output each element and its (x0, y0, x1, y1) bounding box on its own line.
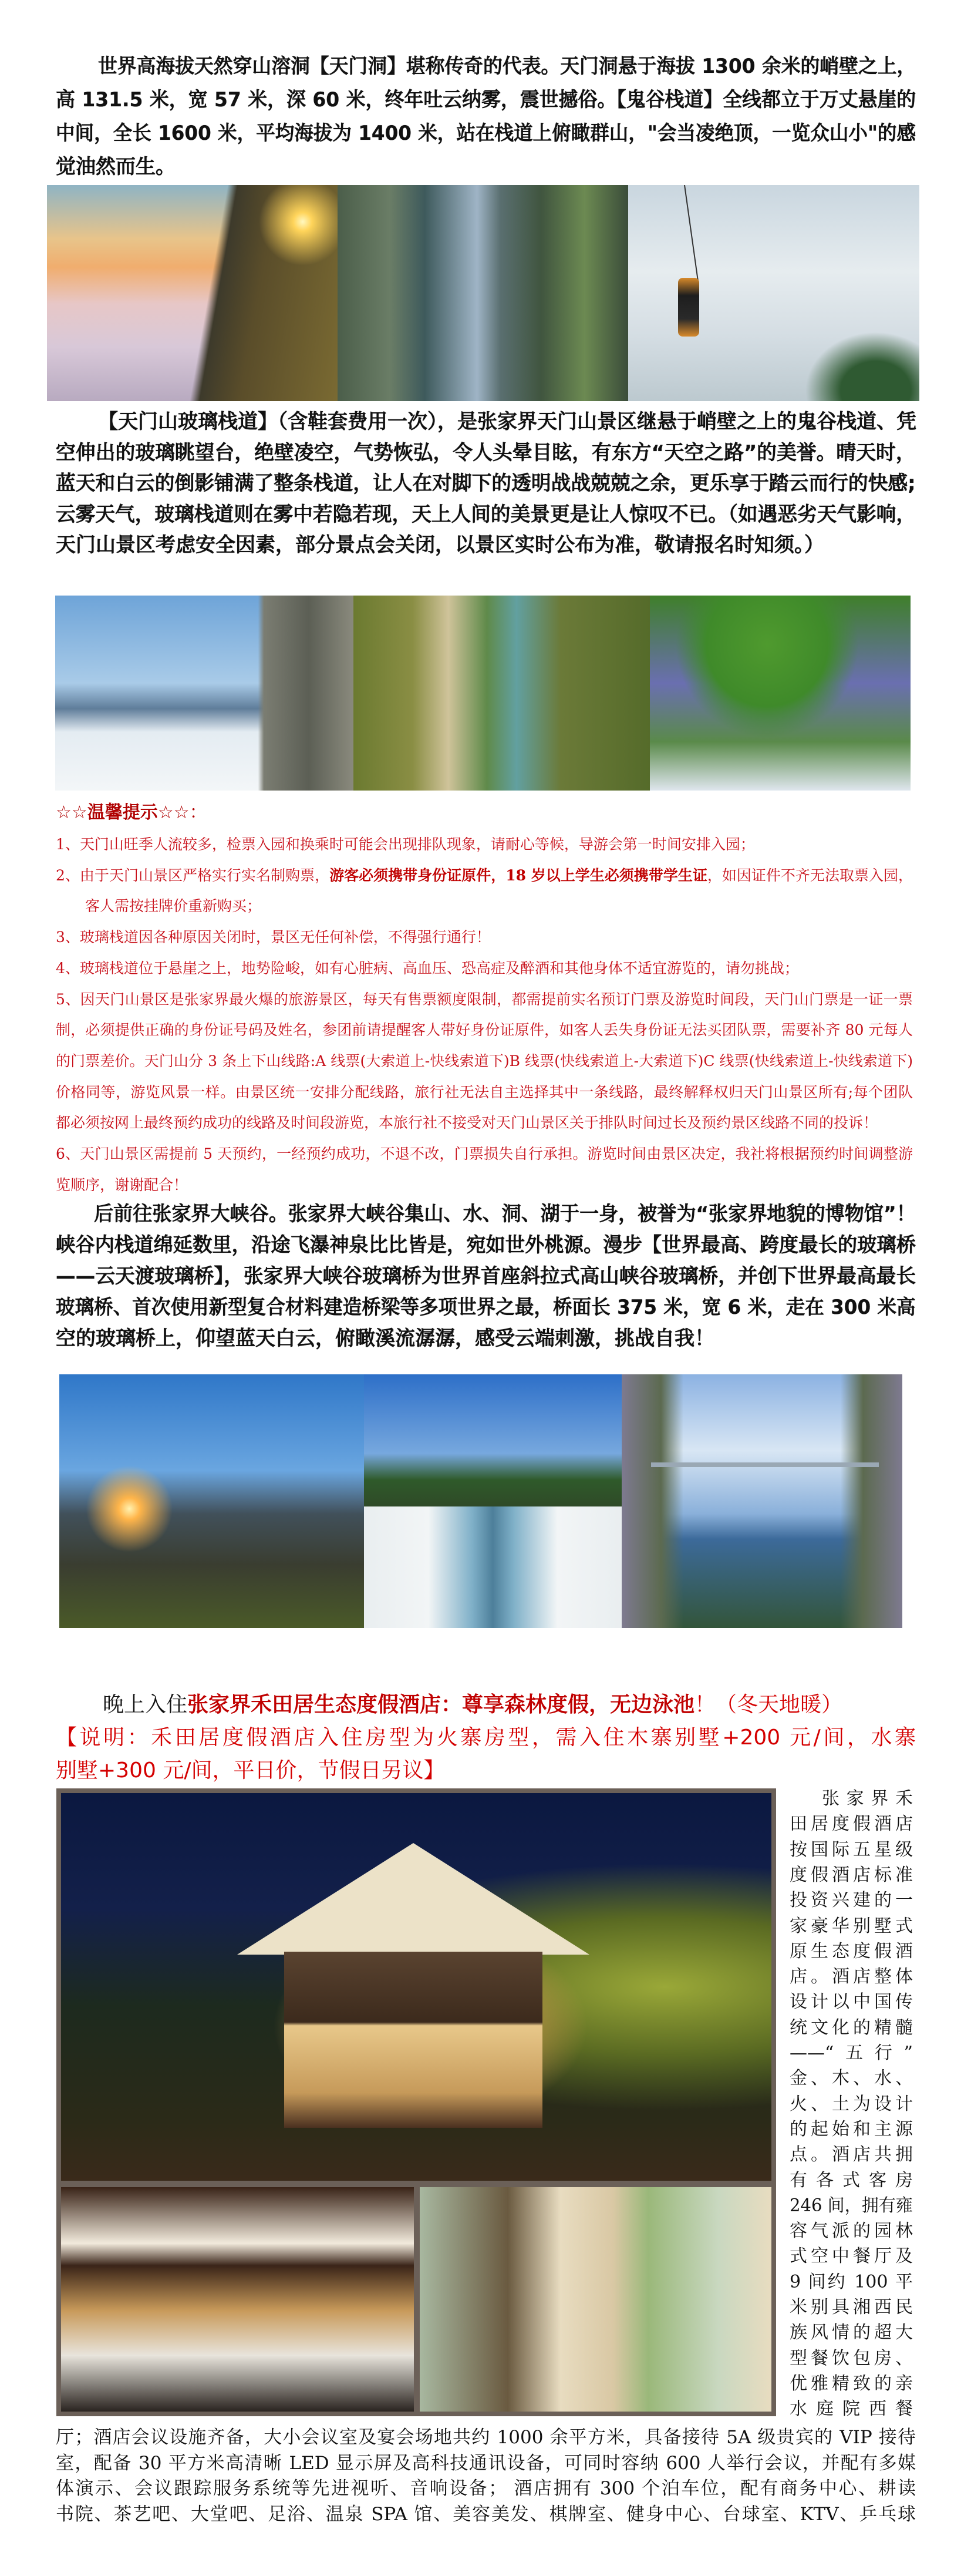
hotel-description-line: 族风情的超大 (790, 2322, 913, 2343)
text-segment: 别墅+300 元/间，平日价，节假日另议】 (56, 1758, 445, 1783)
hotel-description-line: 室，配备 30 平方米高清晰 LED 显示屏及高科技通讯设备，可同时容纳 600 人举行会议，并配有多媒 (56, 2452, 916, 2474)
text-segment: 览顺序，谢谢配合！ (56, 1176, 188, 1193)
hotel-description-line: 点。酒店共拥 (790, 2144, 913, 2165)
tip-line (56, 958, 913, 979)
photo-glass-bridge-deck (364, 1374, 622, 1628)
hotel-description-line: 设计以中国传 (790, 1992, 913, 2013)
hotel-description-line: 水庭院西餐 (790, 2399, 913, 2420)
photo-skywalk-aerial-view (650, 596, 911, 791)
tip-line (56, 1082, 913, 1103)
tip-line (56, 1144, 913, 1165)
hotel-description-line: 的起始和主源 (790, 2118, 913, 2140)
text-segment: （含鞋套费用一次），是张家界天门山景区继悬于峭壁之上的鬼谷栈道、凭 (278, 410, 916, 433)
hotel-description-line: 张家界禾 (822, 1788, 913, 1809)
tip-line (56, 865, 913, 886)
hotel-description-line: 容气派的园林 (790, 2221, 913, 2242)
hotel-description-line: 优雅精致的亲 (790, 2373, 913, 2394)
hotel-description-line: 店。酒店整体 (790, 1966, 913, 1988)
glass-skywalk-line (56, 501, 916, 528)
star-icon: ☆☆ (56, 802, 87, 823)
text-segment: 后前往张家界大峡谷。张家界大峡谷集山、水、洞、湖于一身，被誉为“张家界地貌的博物馆”！ (94, 1202, 916, 1226)
tips-heading (56, 801, 207, 825)
text-segment: 【天门山玻璃栈道】 (98, 410, 278, 433)
grand-canyon-line (56, 1263, 916, 1290)
text-segment: 【鬼谷栈道】 (616, 88, 723, 112)
photo-glass-skywalk-cliff (55, 596, 353, 791)
grand-canyon-line (56, 1294, 916, 1321)
tips-title: 温馨提示 (87, 802, 158, 823)
photo-glass-bridge-sunset (59, 1374, 364, 1628)
text-segment: 高 131.5 米，宽 57 米，深 60 米，终年吐云纳雾，震世撼俗。 (56, 88, 617, 112)
grand-canyon-line (94, 1200, 916, 1228)
photo-cable-car (628, 185, 919, 401)
photo-hotel-villa-night (61, 1793, 771, 2181)
text-segment: 制，必须提供正确的身份证号码及姓名，参团前请提醒客人带好身份证原件，如客人丢失身份证无法买团队票，需要补齐 80 元每人 (56, 1021, 913, 1039)
hotel-description-line: 体演示、会议跟踪服务系统等先进视听、音响设备； 酒店拥有 300 个泊车位，配有商务中心、耕读 (56, 2478, 916, 2499)
text-segment: 价格同等，游览风景一样。由景区统一安排分配线路，旅行社无法自主选择其中一条线路，最终解释权归天门山景区所有;每个团队 (56, 1083, 913, 1101)
glass-skywalk-line (56, 470, 916, 497)
tip-line (56, 834, 913, 855)
glass-skywalk-line (56, 532, 916, 559)
hotel-heading-line (103, 1690, 916, 1720)
tip-line (56, 1175, 913, 1196)
hotel-description-line: 按国际五星级 (790, 1839, 913, 1860)
tip-line (85, 896, 913, 917)
tip-line (56, 1020, 913, 1041)
intro-tianmen-cave-line (56, 153, 916, 180)
grand-canyon-line (56, 1232, 916, 1259)
hotel-description-line: 型餐饮包房、 (790, 2348, 913, 2369)
text-segment: 3、玻璃栈道因各种原因关闭时，景区无任何补偿，不得强行通行！ (56, 929, 491, 946)
text-segment: ，张家界大峡谷玻璃桥为世界首座斜拉式高山峡谷玻璃桥，并创下世界最高最长 (224, 1265, 916, 1288)
text-segment: 客人需按挂牌价重新购买； (85, 897, 262, 915)
hotel-description-line: 书院、茶艺吧、大堂吧、足浴、温泉 SPA 馆、美容美发、棋牌室、健身中心、台球室、KTV、乒乓球 (56, 2503, 916, 2525)
text-segment: 空伸出的玻璃眺望台，绝壁凌空，气势恢弘，令人头晕目眩，有东方“天空之路”的美誉。晴天时， (56, 440, 916, 465)
photo-hotel-bathtub (420, 2187, 771, 2412)
hotel-description-line: 有各式客房 (790, 2170, 913, 2191)
glass-skywalk-line (98, 408, 916, 435)
tip-line (56, 927, 913, 948)
text-segment: ——云天渡玻璃桥】 (56, 1265, 224, 1288)
text-segment: 晚上入住 (103, 1693, 188, 1717)
text-segment: 游客必须携带身份证原件，18 岁以上学生必须携带学生证 (329, 866, 707, 884)
text-segment: 峡谷内栈道绵延数里，沿途飞瀑神泉比比皆是，宛如世外桃源。漫步 (56, 1233, 642, 1257)
photo-glass-bridge-canyon (622, 1374, 902, 1628)
hotel-description-line: 田居度假酒店 (790, 1814, 913, 1835)
text-segment: 5、因天门山景区是张家界最火爆的旅游景区，每天有售票额度限制，都需提前实名预订门票及游览时间段，天门山门票是一证一票 (56, 990, 913, 1008)
text-segment: 【世界最高、跨度最长的玻璃桥 (642, 1233, 916, 1257)
text-segment: 2、由于天门山景区严格实行实名制购票， (56, 866, 330, 884)
hotel-description-line: 原生态度假酒 (790, 1941, 913, 1962)
star-icon: ☆☆： (157, 802, 207, 823)
tip-line (56, 1112, 913, 1134)
text-segment: 的门票差价。天门山分 3 条上下山线路:A 线票(大索道上-快线索道下)B 线票(快线索道上-大索道下)C 线票(快线索道上-快线索道下) (56, 1052, 913, 1070)
hotel-description-line: 家豪华别墅式 (790, 1915, 913, 1936)
text-segment: 6、天门山景区需提前 5 天预约，一经预约成功，不退不改，门票损失自行承担。游览时间由景区决定，我社将根据预约时间调整游 (56, 1145, 913, 1162)
hotel-heading-line (56, 1723, 916, 1753)
hotel-description-line: 金、木、水、 (790, 2068, 913, 2089)
hotel-description-line: 9 间约 100 平 (790, 2271, 913, 2292)
tip-line (56, 989, 913, 1010)
tip-line (56, 1051, 913, 1072)
photo-tianmen-cave-cliffs (338, 185, 628, 401)
text-segment: ，如因证件不齐无法取票入园， (707, 866, 913, 884)
hotel-description-line: 米别具湘西民 (790, 2297, 913, 2318)
text-segment: 天门山景区考虑安全因素，部分景点会关闭，以景区实时公布为准，敬请报名时知须。） (56, 533, 824, 557)
text-segment: 都必须按网上最终预约成功的线路及时间段游览，本旅行社不接受对天门山景区关于排队时间过长及预约景区线路不同的投诉！ (56, 1114, 878, 1132)
hotel-heading-line (56, 1756, 916, 1785)
text-segment: 玻璃桥、首次使用新型复合材料建造桥梁等多项世界之最，桥面长 375 米，宽 6 米，走在 300 米高 (56, 1296, 916, 1319)
grand-canyon-line (56, 1325, 916, 1352)
text-segment: 觉油然而生。 (56, 155, 176, 179)
hotel-description-line: 火、土为设计 (790, 2093, 913, 2114)
hotel-description-line: 统文化的精髓 (790, 2017, 913, 2038)
photo-glass-skywalk-tourists (353, 596, 650, 791)
text-segment: 张家界禾田居生态度假酒店：尊享森林度假，无边泳池 (187, 1693, 695, 1717)
text-segment: 中间，全长 1600 米，平均海拔为 1400 米，站在栈道上俯瞰群山，"会当凌绝顶，一览众山小"的感 (56, 122, 916, 145)
text-segment: ！（冬天地暖） (694, 1693, 843, 1717)
text-segment: 蓝天和白云的倒影铺满了整条栈道，让人在对脚下的透明战战兢兢之余，更乐享于踏云而行的快感; (56, 472, 916, 495)
text-segment: 堪称传奇的代表。天门洞悬于海拔 1300 余米的峭壁之上， (406, 55, 916, 78)
hotel-photo-collage (56, 1788, 776, 2416)
intro-tianmen-cave-line (56, 120, 916, 147)
hotel-description-line: 246 间，拥有雍 (790, 2195, 913, 2216)
hotel-description-line: 式空中餐厅及 (790, 2246, 913, 2267)
text-segment: 世界高海拔天然穿山溶洞 (98, 55, 310, 78)
hotel-description-line: 度假酒店标准 (790, 1864, 913, 1885)
photo-tianmen-sunrise-plankway (47, 185, 338, 401)
text-segment: 【天门洞】 (309, 55, 406, 78)
text-segment: 【说明：禾田居度假酒店入住房型为火寨房型，需入住木寨别墅+200 元/间，水寨 (56, 1726, 916, 1750)
intro-tianmen-cave-line (98, 53, 916, 80)
text-segment: 空的玻璃桥上，仰望蓝天白云，俯瞰溪流潺潺，感受云端刺激，挑战自我！ (56, 1327, 714, 1350)
hotel-description-line: 投资兴建的一 (790, 1890, 913, 1911)
photo-hotel-bedroom (61, 2187, 414, 2412)
glass-skywalk-line (56, 439, 916, 466)
text-segment: 云雾天气，玻璃栈道则在雾中若隐若现，天上人间的美景更是让人惊叹不已。（如遇恶劣天气影响， (56, 502, 916, 526)
text-segment: 全线都立于万丈悬崖的 (723, 88, 916, 112)
hotel-description-line: 厅；酒店会议设施齐备，大小会议室及宴会场地共约 1000 余平方米，具备接待 5A 级贵宾的 VIP 接待 (56, 2427, 916, 2448)
text-segment: 4、玻璃栈道位于悬崖之上，地势险峻，如有心脏病、高血压、恐高症及醉酒和其他身体不适宜游览的，请勿挑战； (56, 959, 799, 977)
text-segment: 1、天门山旺季人流较多，检票入园和换乘时可能会出现排队现象，请耐心等候，导游会第一时间安排入园； (56, 836, 755, 853)
hotel-description-line: ——“五行” (790, 2043, 913, 2063)
intro-tianmen-cave-line (56, 86, 916, 113)
